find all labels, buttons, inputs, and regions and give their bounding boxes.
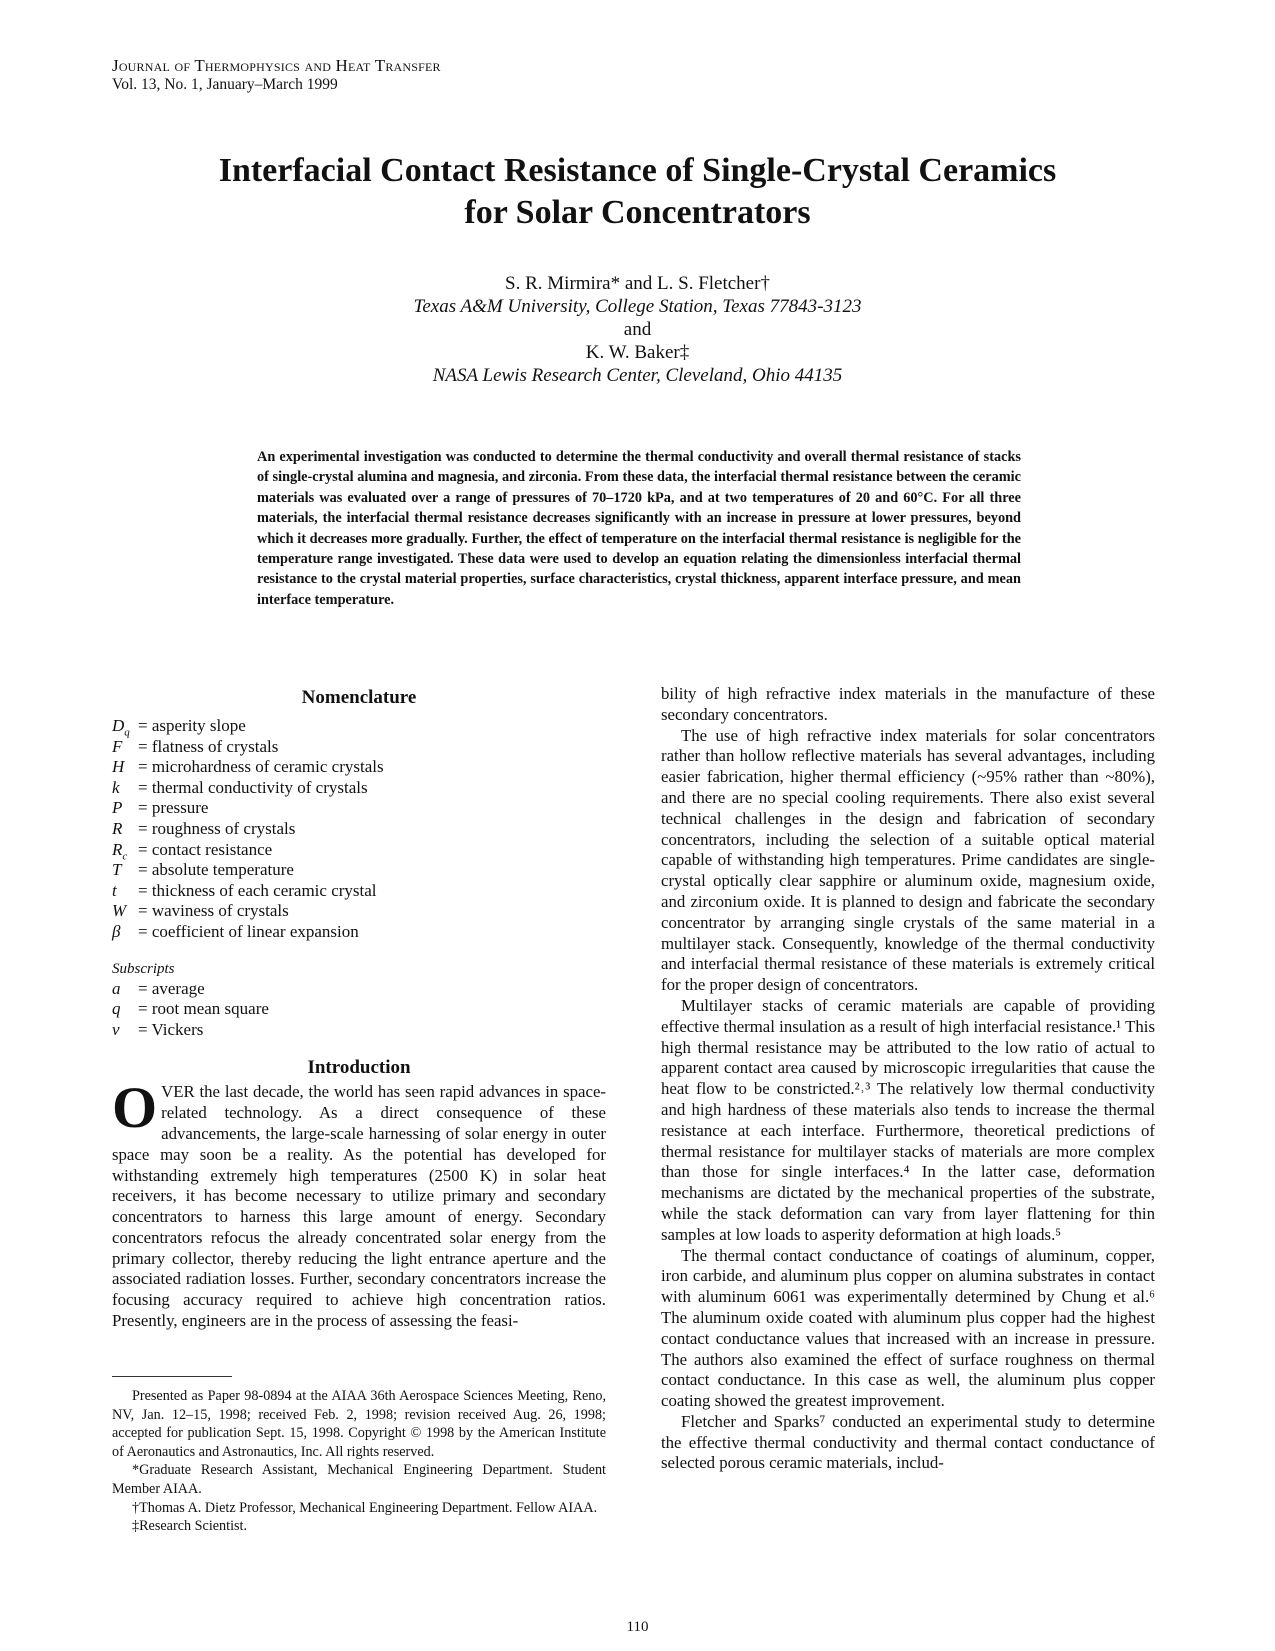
footnote: *Graduate Research Assistant, Mechanical Engineering Department. Student Member AIAA. — [112, 1462, 606, 1497]
affiliation-1: Texas A&M University, College Station, Texas 77843-3123 — [413, 296, 862, 317]
paper-title — [0, 150, 1275, 234]
nomenclature-item: P = pressure — [112, 798, 209, 818]
title-line-2: for Solar Concentrators — [464, 194, 811, 231]
title-line-1: Interfacial Contact Resistance of Single-Crystal Ceramics — [218, 152, 1057, 189]
subscript-item: q = root mean square — [112, 999, 269, 1019]
nomenclature-item: $R_c$ = contact resistance — [112, 839, 273, 862]
body-paragraph: The use of high refractive index materials for solar concentrators rather than hollow reflective materials has several advantages, including easier fabrication, higher thermal efficiency (~95% rather than ~80%), and there are no special cooling requirements. There also exist several technical challenges in the design and fabrication of secondary concentrators, including the selection of a suitable optical material capable of withstanding high temperatures. Prime candidates are single-crystal optically clear sapphire or aluminum oxide, magnesium oxide, and zirconium oxide. It is planned to design and fabricate the secondary concentrator by arranging single crystals of the same material in a multilayer stack. Consequently, knowledge of the thermal conductivity and interfacial thermal resistance of these materials is extremely critical for the proper design of concentrators. — [661, 725, 1155, 995]
abstract: An experimental investigation was conducted to determine the thermal conductivity and overall thermal resistance of stacks of single-crystal alumina and magnesia, and zirconia. From these data, the interfacial thermal resistance between the ceramic materials was evaluated over a range of pressures of 70–1720 kPa, and at two temperatures of 20 and 60°C. For all three materials, the interfacial thermal resistance decreases significantly with an increase in pressure at lower pressures, beyond which it decreases more gradually. Further, the effect of temperature on the interfacial thermal resistance is negligible for the temperature range investigated. These data were used to develop an equation relating the dimensionless interfacial thermal resistance to the crystal material properties, surface characteristics, crystal thickness, apparent interface pressure, and mean interface temperature. — [257, 449, 1021, 608]
footnote: ‡Research Scientist. — [132, 1518, 248, 1535]
nomenclature-item: F = flatness of crystals — [112, 736, 279, 756]
page-number: 110 — [626, 1619, 649, 1635]
author-and: and — [623, 319, 652, 340]
journal-header — [112, 56, 441, 94]
nomenclature-item: $D_q$ = asperity slope — [112, 716, 246, 739]
footnote: †Thomas A. Dietz Professor, Mechanical Engineering Department. Fellow AIAA. — [132, 1499, 598, 1516]
nomenclature-item: H = microhardness of ceramic crystals — [112, 757, 384, 777]
nomenclature-item: k = thermal conductivity of crystals — [112, 777, 368, 797]
body-paragraph: bility of high refractive index materials in the manufacture of these secondary concentrators. — [661, 684, 1155, 724]
journal-issue: Vol. 13, No. 1, January–March 1999 — [112, 76, 338, 93]
footnote-divider — [112, 1376, 232, 1377]
footnote: Presented as Paper 98-0894 at the AIAA 36th Aerospace Sciences Meeting, Reno, NV, Jan. 12–15, 1998; received Feb. 2, 1998; revision received Aug. 26, 1998; accepted for publication Sept. 15, 1998. Copyright © 1998 by the American Institute of Aeronautics and Astronautics, Inc. All rights reserved. — [112, 1388, 606, 1460]
nomenclature-item: t = thickness of each ceramic crystal — [112, 880, 377, 900]
subscripts-heading: Subscripts — [112, 960, 175, 977]
author-block — [0, 272, 1275, 387]
affiliation-2: NASA Lewis Research Center, Cleveland, Ohio 44135 — [432, 365, 843, 386]
footnotes — [112, 1376, 606, 1536]
subscripts-list — [112, 979, 606, 1041]
nomenclature-item: W = waviness of crystals — [112, 901, 289, 921]
body-paragraph: Multilayer stacks of ceramic materials are capable of providing effective thermal insulation as a result of high interfacial resistance.¹ This high thermal resistance may be attributed to the low ratio of actual to apparent contact area caused by microscopic irregularities that cause the heat flow to be constricted.²˒³ The relatively low thermal conductivity and high hardness of these materials also tends to increase the thermal resistance at each interface. Furthermore, theoretical predictions of thermal resistance for multilayer stacks of materials are more complex than those for single interfaces.⁴ In the latter case, deformation mechanisms are dictated by the mechanical properties of the substrate, while the stack deformation can vary from layer flattening for thin samples at low loads to asperity deformation at high loads.⁵ — [661, 995, 1155, 1244]
subscript-item: a = average — [112, 978, 205, 998]
introduction-paragraph: VER the last decade, the world has seen rapid advances in space-related technology. As a direct consequence of these advancements, the large-scale harnessing of solar energy in outer space may soon be a reality. As the potential has developed for withstanding extremely high temperatures (2500 K) in solar heat receivers, it has become necessary to utilize primary and secondary concentrators to harness this large amount of energy. Secondary concentrators refocus the already concentrated solar energy from the primary collector, thereby reducing the light entrance aperture and the associated radiation losses. Further, secondary concentrators increase the focusing accuracy required to achieve high concentration ratios. Presently, engineers are in the process of assessing the feasi- — [112, 1082, 606, 1331]
body-paragraph: The thermal contact conductance of coatings of aluminum, copper, iron carbide, and aluminum plus copper on alumina substrates in contact with aluminum 6061 was experimentally determined by Chung et al.⁶ The aluminum oxide coated with aluminum plus copper had the highest contact conductance values that increased with an increase in pressure. The authors also examined the effect of surface roughness on thermal contact conductance. In this case as well, the aluminum plus copper coating showed the greatest improvement. — [661, 1245, 1155, 1411]
subscript-item: v = Vickers — [112, 1019, 204, 1039]
body-paragraph: Fletcher and Sparks⁷ conducted an experimental study to determine the effective thermal conductivity and thermal contact conductance of selected porous ceramic materials, includ- — [661, 1411, 1155, 1473]
nomenclature-item: R = roughness of crystals — [112, 818, 296, 838]
right-column — [661, 684, 1155, 1474]
nomenclature-heading: Nomenclature — [301, 687, 417, 708]
nomenclature-item: β = coefficient of linear expansion — [112, 921, 359, 941]
drop-cap: O — [112, 1075, 158, 1141]
journal-name: Journal of Thermophysics and Heat Transfer — [112, 56, 441, 75]
nomenclature-item: T = absolute temperature — [112, 860, 294, 880]
introduction-heading: Introduction — [307, 1057, 411, 1079]
author-names-1: S. R. Mirmira* and L. S. Fletcher† — [505, 273, 770, 294]
author-names-2: K. W. Baker‡ — [585, 342, 690, 363]
nomenclature-list — [112, 716, 606, 943]
introduction-body — [112, 1075, 606, 1332]
left-column — [112, 686, 606, 1332]
